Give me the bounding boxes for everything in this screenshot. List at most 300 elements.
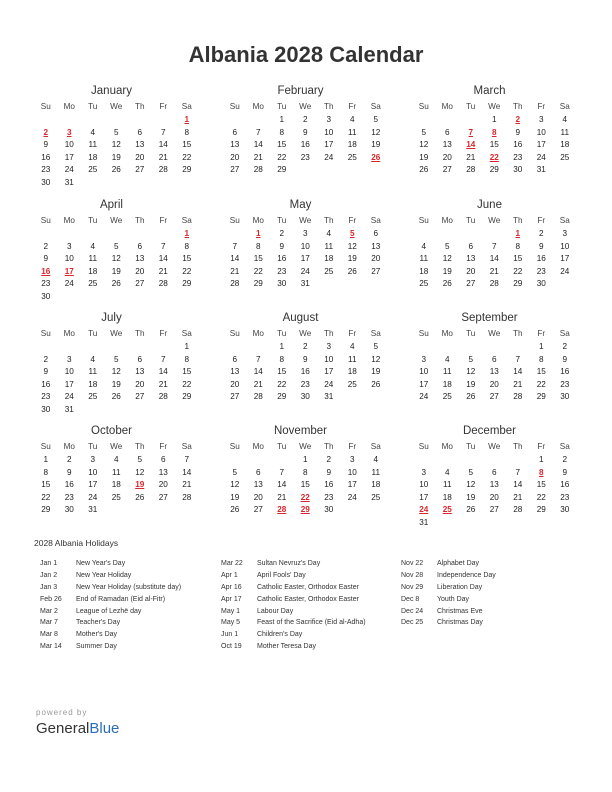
weekday-header: Su xyxy=(229,102,240,111)
holiday-name: April Fools' Day xyxy=(257,571,306,579)
day-cell: 6 xyxy=(232,354,238,364)
holiday-day-cell: 2 xyxy=(515,115,521,124)
day-cell: 16 xyxy=(324,480,334,490)
holiday-name: Christmas Eve xyxy=(437,607,483,615)
holiday-name: Children's Day xyxy=(257,631,303,639)
day-cell: 18 xyxy=(347,140,357,150)
day-cell: 22 xyxy=(182,379,192,389)
weekday-header: We xyxy=(299,216,312,225)
day-cell: 23 xyxy=(300,379,310,389)
day-cell: 30 xyxy=(300,392,310,402)
day-cell: 30 xyxy=(41,291,51,301)
day-cell: 4 xyxy=(349,342,355,351)
day-cell: 15 xyxy=(536,480,546,490)
empty-cell xyxy=(459,454,483,467)
day-cell: 10 xyxy=(324,354,334,364)
day-cell: 15 xyxy=(182,254,192,264)
day-cell: 2 xyxy=(43,241,49,251)
day-cell: 25 xyxy=(419,279,429,289)
day-cell: 5 xyxy=(444,241,450,251)
day-cell: 31 xyxy=(64,404,74,414)
holiday-date: Mar 14 xyxy=(40,643,62,651)
weekday-header: Tu xyxy=(277,102,287,111)
day-cell: 24 xyxy=(64,279,74,289)
holiday-name: Teacher's Day xyxy=(76,619,121,627)
day-cell: 14 xyxy=(158,140,168,150)
day-cell: 7 xyxy=(515,467,521,477)
holiday-day-cell: 19 xyxy=(135,480,145,490)
day-cell: 25 xyxy=(347,379,357,389)
day-cell: 24 xyxy=(536,152,546,162)
day-cell: 31 xyxy=(324,392,334,402)
day-cell: 5 xyxy=(113,127,119,137)
day-cell: 15 xyxy=(300,480,310,490)
empty-cell xyxy=(483,341,507,354)
day-cell: 29 xyxy=(536,505,546,515)
day-cell: 21 xyxy=(182,480,192,490)
empty-cell xyxy=(436,454,460,467)
weekday-header: Tu xyxy=(466,442,476,451)
day-cell: 18 xyxy=(111,480,121,490)
day-cell: 21 xyxy=(253,379,263,389)
day-cell: 24 xyxy=(88,492,98,502)
day-cell: 26 xyxy=(111,165,121,175)
day-cell: 6 xyxy=(491,467,497,477)
month-name: September xyxy=(461,312,518,324)
weekday-header: Sa xyxy=(370,329,381,338)
day-cell: 7 xyxy=(160,241,166,251)
day-cell: 17 xyxy=(419,379,429,389)
weekday-header: Mo xyxy=(252,102,264,111)
holiday-day-cell: 8 xyxy=(491,127,497,137)
holiday-name: Christmas Day xyxy=(437,619,483,627)
holiday-date: Feb 26 xyxy=(40,595,62,603)
holiday-date: Apr 16 xyxy=(221,583,242,591)
empty-cell xyxy=(247,341,271,354)
day-cell: 3 xyxy=(421,354,427,364)
weekday-header: Tu xyxy=(88,102,98,111)
day-cell: 15 xyxy=(513,254,523,264)
day-cell: 16 xyxy=(41,379,51,389)
day-cell: 3 xyxy=(90,455,96,464)
day-cell: 25 xyxy=(371,492,381,502)
day-cell: 26 xyxy=(371,379,381,389)
day-cell: 10 xyxy=(64,140,74,150)
holiday-name: Feast of the Sacrifice (Eid al-Adha) xyxy=(257,619,366,627)
day-cell: 10 xyxy=(419,367,429,377)
day-cell: 10 xyxy=(419,480,429,490)
empty-cell xyxy=(152,114,176,127)
day-cell: 8 xyxy=(184,241,190,251)
month-may xyxy=(223,196,381,291)
holiday-day-cell: 3 xyxy=(66,127,72,137)
day-cell: 12 xyxy=(230,480,240,490)
holiday-item xyxy=(40,570,181,582)
day-cell: 28 xyxy=(158,165,168,175)
day-cell: 9 xyxy=(538,241,544,251)
day-cell: 20 xyxy=(371,254,381,264)
day-cell: 2 xyxy=(279,229,285,238)
day-cell: 11 xyxy=(88,140,97,150)
day-cell: 24 xyxy=(419,392,429,402)
day-cell: 4 xyxy=(444,467,450,477)
day-cell: 28 xyxy=(158,279,168,289)
day-cell: 19 xyxy=(347,254,357,264)
empty-cell xyxy=(223,114,247,127)
month-days-grid xyxy=(412,100,570,177)
holiday-item xyxy=(401,606,496,618)
holiday-date: Jun 1 xyxy=(221,631,239,639)
holiday-date: Mar 7 xyxy=(40,619,58,627)
month-august xyxy=(223,309,381,404)
footer-brand-logo[interactable] xyxy=(36,720,119,737)
weekday-header: Th xyxy=(323,102,334,111)
holiday-item xyxy=(40,594,181,606)
weekday-header: Sa xyxy=(559,442,570,451)
day-cell: 5 xyxy=(232,467,238,477)
day-cell: 5 xyxy=(373,342,379,351)
weekday-header: Mo xyxy=(63,102,75,111)
day-cell: 25 xyxy=(88,392,98,402)
day-cell: 20 xyxy=(466,266,476,276)
weekday-header: We xyxy=(488,216,501,225)
day-cell: 18 xyxy=(88,266,98,276)
brand-part-general: General xyxy=(36,720,90,737)
day-cell: 14 xyxy=(513,367,523,377)
day-cell: 27 xyxy=(158,492,168,502)
weekday-header: We xyxy=(488,329,501,338)
day-cell: 21 xyxy=(158,152,168,162)
holiday-day-cell: 1 xyxy=(515,229,521,238)
day-cell: 15 xyxy=(536,367,546,377)
day-cell: 20 xyxy=(135,152,145,162)
weekday-header: Fr xyxy=(537,329,546,338)
empty-cell xyxy=(105,228,129,241)
day-cell: 24 xyxy=(324,152,334,162)
month-october xyxy=(34,422,192,517)
day-cell: 21 xyxy=(513,492,523,502)
day-cell: 30 xyxy=(41,177,51,187)
day-cell: 15 xyxy=(253,254,263,264)
day-cell: 27 xyxy=(135,279,145,289)
day-cell: 27 xyxy=(489,505,499,515)
day-cell: 12 xyxy=(419,140,429,150)
weekday-header: Sa xyxy=(370,102,381,111)
page-title: Albania 2028 Calendar xyxy=(188,42,424,67)
month-name: October xyxy=(91,425,132,437)
month-days-grid xyxy=(223,100,381,177)
day-cell: 27 xyxy=(230,165,240,175)
day-cell: 18 xyxy=(442,379,452,389)
day-cell: 2 xyxy=(66,455,72,464)
holiday-date: Oct 19 xyxy=(221,643,242,651)
day-cell: 14 xyxy=(230,254,240,264)
weekday-header: Tu xyxy=(88,216,98,225)
day-cell: 13 xyxy=(489,367,499,377)
month-days-grid xyxy=(223,214,381,291)
holiday-name: End of Ramadan (Eid al-Fitr) xyxy=(76,595,166,603)
empty-cell xyxy=(81,228,105,241)
day-cell: 18 xyxy=(371,480,381,490)
holiday-day-cell: 16 xyxy=(41,266,51,276)
day-cell: 5 xyxy=(468,467,474,477)
weekday-header: Th xyxy=(512,442,523,451)
day-cell: 19 xyxy=(111,266,121,276)
day-cell: 21 xyxy=(158,266,168,276)
day-cell: 4 xyxy=(90,127,96,137)
day-cell: 6 xyxy=(491,354,497,364)
day-cell: 29 xyxy=(489,165,499,175)
day-cell: 15 xyxy=(277,140,287,150)
day-cell: 24 xyxy=(324,379,334,389)
day-cell: 25 xyxy=(442,392,452,402)
day-cell: 31 xyxy=(419,517,429,527)
day-cell: 21 xyxy=(489,266,499,276)
weekday-header: Mo xyxy=(252,216,264,225)
day-cell: 7 xyxy=(515,354,521,364)
weekday-header: Su xyxy=(40,102,51,111)
month-days-grid xyxy=(412,214,570,291)
weekday-header: Mo xyxy=(441,216,453,225)
day-cell: 18 xyxy=(88,152,98,162)
day-cell: 9 xyxy=(43,367,49,377)
holiday-day-cell: 7 xyxy=(468,127,474,137)
day-cell: 14 xyxy=(158,367,168,377)
empty-cell xyxy=(223,228,247,241)
holiday-day-cell: 17 xyxy=(64,266,74,276)
day-cell: 23 xyxy=(536,266,546,276)
day-cell: 8 xyxy=(184,127,190,137)
weekday-header: Sa xyxy=(181,216,192,225)
empty-cell xyxy=(34,114,58,127)
day-cell: 4 xyxy=(90,354,96,364)
weekday-header: Th xyxy=(323,329,334,338)
day-cell: 15 xyxy=(182,140,192,150)
empty-cell xyxy=(105,341,129,354)
holiday-item xyxy=(40,641,181,653)
day-cell: 29 xyxy=(536,392,546,402)
holiday-item xyxy=(221,558,366,570)
weekday-header: Mo xyxy=(441,442,453,451)
weekday-header: Sa xyxy=(370,216,381,225)
month-september xyxy=(412,309,570,404)
holiday-date: Nov 22 xyxy=(401,560,424,567)
holiday-name: Youth Day xyxy=(437,595,470,603)
weekday-header: Fr xyxy=(348,442,357,451)
day-cell: 4 xyxy=(326,229,332,238)
weekday-header: We xyxy=(299,329,312,338)
holiday-day-cell: 1 xyxy=(184,115,190,124)
empty-cell xyxy=(223,341,247,354)
day-cell: 4 xyxy=(90,241,96,251)
empty-cell xyxy=(412,341,436,354)
holiday-date: Apr 1 xyxy=(221,571,238,579)
day-cell: 24 xyxy=(347,492,357,502)
day-cell: 14 xyxy=(489,254,499,264)
day-cell: 21 xyxy=(466,152,476,162)
empty-cell xyxy=(436,228,460,241)
holiday-name: Sultan Nevruz's Day xyxy=(257,560,321,567)
weekday-header: Su xyxy=(418,216,429,225)
day-cell: 27 xyxy=(230,392,240,402)
day-cell: 3 xyxy=(538,115,544,124)
holiday-item xyxy=(40,617,181,629)
month-days-grid xyxy=(412,440,570,530)
day-cell: 14 xyxy=(182,467,192,477)
day-cell: 6 xyxy=(137,127,143,137)
holiday-name: Catholic Easter, Orthodox Easter xyxy=(257,583,359,591)
day-cell: 22 xyxy=(513,266,523,276)
holiday-date: Mar 8 xyxy=(40,631,58,639)
weekday-header: Su xyxy=(40,329,51,338)
day-cell: 30 xyxy=(277,279,287,289)
day-cell: 18 xyxy=(88,379,98,389)
day-cell: 20 xyxy=(253,492,263,502)
holiday-item xyxy=(40,629,181,641)
day-cell: 3 xyxy=(326,115,332,124)
day-cell: 26 xyxy=(111,279,121,289)
day-cell: 29 xyxy=(277,392,287,402)
day-cell: 16 xyxy=(300,140,310,150)
weekday-header: Sa xyxy=(181,442,192,451)
month-march xyxy=(412,82,570,177)
day-cell: 26 xyxy=(135,492,145,502)
day-cell: 30 xyxy=(513,165,523,175)
day-cell: 28 xyxy=(182,492,192,502)
holiday-day-cell: 22 xyxy=(300,492,310,502)
holiday-name: Summer Day xyxy=(76,643,117,651)
day-cell: 4 xyxy=(444,354,450,364)
day-cell: 17 xyxy=(419,492,429,502)
holiday-day-cell: 26 xyxy=(371,152,381,162)
day-cell: 23 xyxy=(513,152,523,162)
weekday-header: Th xyxy=(512,102,523,111)
day-cell: 23 xyxy=(300,152,310,162)
day-cell: 29 xyxy=(277,165,287,175)
day-cell: 23 xyxy=(560,379,570,389)
day-cell: 28 xyxy=(158,392,168,402)
holiday-column xyxy=(221,558,366,653)
holiday-column xyxy=(40,558,181,653)
empty-cell xyxy=(247,454,271,467)
day-cell: 22 xyxy=(41,492,51,502)
weekday-header: Su xyxy=(229,329,240,338)
day-cell: 12 xyxy=(371,127,381,137)
day-cell: 1 xyxy=(279,342,285,351)
day-cell: 30 xyxy=(324,505,334,515)
day-cell: 7 xyxy=(160,354,166,364)
holiday-item xyxy=(40,606,181,618)
day-cell: 28 xyxy=(513,392,523,402)
day-cell: 4 xyxy=(421,241,427,251)
day-cell: 9 xyxy=(302,354,308,364)
month-name: June xyxy=(477,199,502,211)
weekday-header: Mo xyxy=(441,102,453,111)
day-cell: 10 xyxy=(64,254,74,264)
day-cell: 9 xyxy=(43,140,49,150)
holiday-day-cell: 1 xyxy=(184,229,190,238)
day-cell: 21 xyxy=(277,492,287,502)
day-cell: 26 xyxy=(466,505,476,515)
day-cell: 16 xyxy=(277,254,287,264)
day-cell: 17 xyxy=(536,140,546,150)
month-days-grid xyxy=(34,100,192,190)
day-cell: 9 xyxy=(302,127,308,137)
weekday-header: Th xyxy=(323,216,334,225)
day-cell: 2 xyxy=(302,115,308,124)
weekday-header: Tu xyxy=(277,216,287,225)
day-cell: 2 xyxy=(302,342,308,351)
empty-cell xyxy=(506,341,530,354)
weekday-header: Tu xyxy=(277,442,287,451)
day-cell: 20 xyxy=(158,480,168,490)
weekday-header: We xyxy=(110,329,123,338)
weekday-header: Tu xyxy=(466,102,476,111)
day-cell: 29 xyxy=(182,165,192,175)
day-cell: 8 xyxy=(255,241,261,251)
holiday-item xyxy=(401,558,496,570)
day-cell: 29 xyxy=(513,279,523,289)
day-cell: 12 xyxy=(111,140,121,150)
day-cell: 24 xyxy=(64,165,74,175)
holiday-item xyxy=(40,558,181,570)
day-cell: 1 xyxy=(538,342,544,351)
day-cell: 19 xyxy=(466,492,476,502)
day-cell: 7 xyxy=(255,354,261,364)
day-cell: 27 xyxy=(489,392,499,402)
day-cell: 17 xyxy=(64,152,74,162)
day-cell: 16 xyxy=(513,140,523,150)
day-cell: 9 xyxy=(515,127,521,137)
holiday-day-cell: 2 xyxy=(43,127,49,137)
weekday-header: Th xyxy=(134,442,145,451)
day-cell: 5 xyxy=(113,241,119,251)
weekday-header: Fr xyxy=(348,216,357,225)
weekday-header: Fr xyxy=(537,102,546,111)
day-cell: 20 xyxy=(135,379,145,389)
day-cell: 30 xyxy=(560,392,570,402)
day-cell: 16 xyxy=(41,152,51,162)
weekday-header: Mo xyxy=(252,442,264,451)
day-cell: 14 xyxy=(277,480,287,490)
holiday-date: Jan 2 xyxy=(40,571,58,579)
day-cell: 27 xyxy=(253,505,263,515)
footer-powered-by: powered by xyxy=(36,708,88,717)
month-name: August xyxy=(282,312,319,324)
weekday-header: Fr xyxy=(537,442,546,451)
day-cell: 7 xyxy=(491,241,497,251)
day-cell: 5 xyxy=(137,455,143,464)
weekday-header: Mo xyxy=(63,216,75,225)
empty-cell xyxy=(436,114,460,127)
day-cell: 28 xyxy=(466,165,476,175)
holiday-name: Labour Day xyxy=(257,607,294,615)
holiday-date: Nov 28 xyxy=(401,571,424,579)
day-cell: 15 xyxy=(182,367,192,377)
day-cell: 29 xyxy=(182,392,192,402)
day-cell: 16 xyxy=(560,367,570,377)
day-cell: 8 xyxy=(515,241,521,251)
holiday-item xyxy=(221,582,366,594)
holiday-date: Apr 17 xyxy=(221,595,242,603)
holiday-day-cell: 29 xyxy=(300,505,310,515)
day-cell: 31 xyxy=(88,505,98,515)
holiday-date: May 5 xyxy=(221,619,241,627)
holiday-column xyxy=(401,558,496,629)
day-cell: 11 xyxy=(324,241,333,251)
day-cell: 10 xyxy=(560,241,570,251)
day-cell: 13 xyxy=(466,254,476,264)
